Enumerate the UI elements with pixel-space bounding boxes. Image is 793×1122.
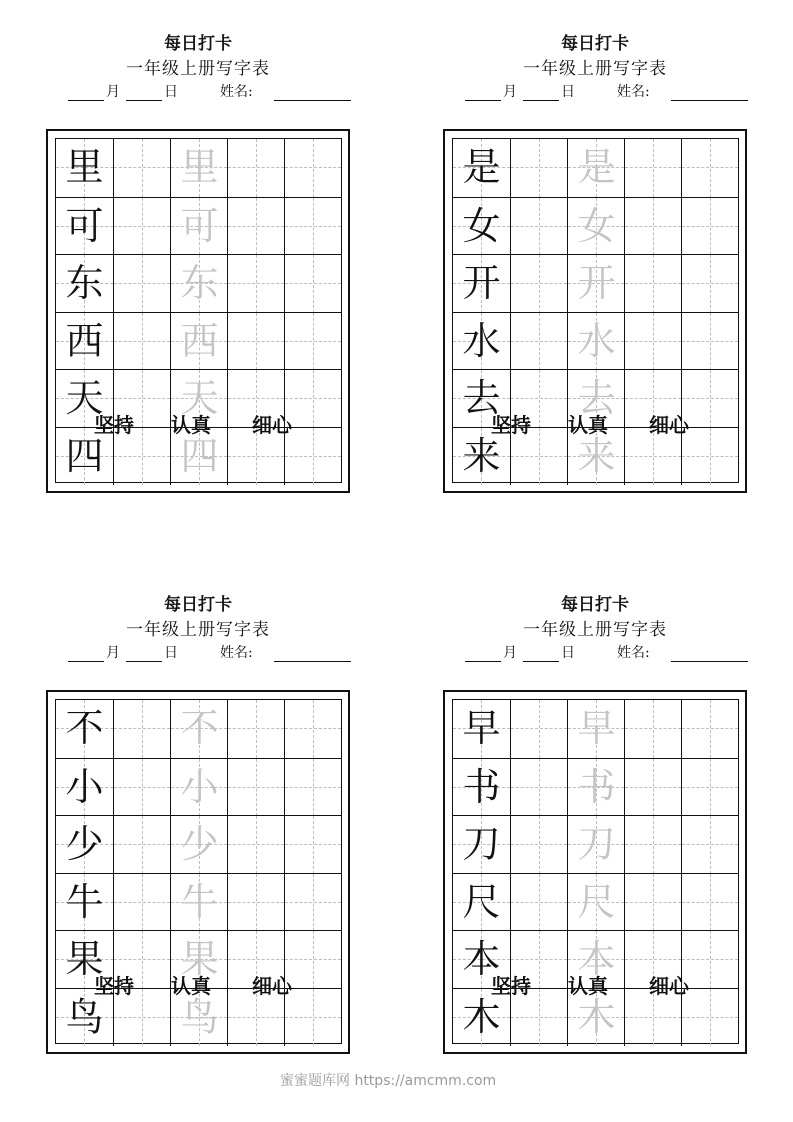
motto-word: 坚持 [491, 413, 531, 437]
guide-line-horizontal [285, 902, 341, 903]
model-character-cell [56, 759, 113, 817]
practice-sheet-3 [46, 594, 350, 1039]
model-character: 鸟 [65, 994, 104, 1039]
grid-row [56, 873, 341, 932]
guide-line-horizontal [114, 341, 170, 342]
sheet-title: 每日打卡 [561, 34, 629, 54]
practice-cell[interactable] [510, 700, 567, 758]
trace-character: 少 [180, 822, 219, 866]
trace-character-cell [170, 759, 227, 817]
practice-cell[interactable] [284, 816, 341, 874]
guide-line-horizontal [114, 959, 170, 960]
trace-character: 女 [577, 203, 616, 248]
guide-line-horizontal [228, 902, 284, 903]
model-character-cell [453, 255, 510, 313]
guide-line-horizontal [511, 226, 567, 227]
guide-line-horizontal [285, 959, 341, 960]
guide-line-horizontal [682, 283, 738, 284]
trace-character-cell [567, 816, 624, 874]
trace-character: 小 [180, 764, 219, 809]
guide-line-horizontal [511, 844, 567, 845]
guide-line-horizontal [625, 167, 681, 168]
guide-line-horizontal [682, 226, 738, 227]
day-blank[interactable] [126, 661, 162, 662]
guide-line-horizontal [682, 844, 738, 845]
name-label: 姓名: [220, 84, 253, 100]
guide-line-horizontal [285, 167, 341, 168]
name-blank[interactable] [274, 100, 351, 101]
month-blank[interactable] [465, 661, 501, 662]
guide-line-horizontal [682, 398, 738, 399]
practice-cell[interactable] [681, 139, 738, 197]
name-label: 姓名: [617, 645, 650, 661]
model-character-cell [453, 313, 510, 371]
day-label: 日 [164, 645, 178, 661]
motto-line [46, 970, 350, 1000]
trace-character-cell [567, 255, 624, 313]
guide-line-horizontal [682, 902, 738, 903]
model-character: 里 [65, 145, 104, 189]
practice-cell[interactable] [510, 816, 567, 874]
guide-line-horizontal [511, 902, 567, 903]
guide-line-horizontal [285, 341, 341, 342]
sheet-subtitle: 一年级上册写字表 [126, 620, 270, 640]
watermark: 蜜蜜题库网 https://amcmm.com [280, 1073, 497, 1089]
practice-cell[interactable] [227, 874, 284, 932]
trace-character: 早 [577, 706, 616, 750]
practice-cell[interactable] [681, 700, 738, 758]
trace-character-cell [567, 198, 624, 256]
date-name-line [443, 644, 747, 668]
practice-cell[interactable] [227, 313, 284, 371]
practice-cell[interactable] [624, 816, 681, 874]
trace-character: 不 [180, 706, 219, 750]
trace-character: 里 [180, 145, 219, 189]
practice-cell[interactable] [227, 816, 284, 874]
trace-character-cell [170, 816, 227, 874]
trace-character: 尺 [577, 879, 616, 924]
month-blank[interactable] [68, 661, 104, 662]
practice-cell[interactable] [227, 759, 284, 817]
trace-character-cell [567, 700, 624, 758]
trace-character: 去 [577, 376, 616, 420]
model-character: 四 [65, 433, 104, 478]
model-character: 木 [462, 994, 501, 1039]
model-character-cell [56, 198, 113, 256]
day-label: 日 [164, 84, 178, 100]
guide-line-horizontal [114, 787, 170, 788]
practice-cell[interactable] [624, 874, 681, 932]
trace-character-cell [170, 874, 227, 932]
guide-line-horizontal [285, 283, 341, 284]
name-blank[interactable] [671, 100, 748, 101]
guide-line-horizontal [114, 167, 170, 168]
motto-word: 细心 [649, 413, 689, 437]
trace-character: 是 [577, 145, 616, 189]
practice-cell[interactable] [284, 759, 341, 817]
model-character-cell [453, 139, 510, 197]
month-label: 月 [106, 645, 120, 661]
practice-sheet-1 [46, 33, 350, 478]
guide-line-horizontal [228, 398, 284, 399]
trace-character: 刀 [577, 822, 616, 866]
grid-row [56, 254, 341, 313]
grid-row [56, 758, 341, 817]
practice-cell[interactable] [113, 700, 170, 758]
model-character-cell [453, 874, 510, 932]
day-blank[interactable] [523, 661, 559, 662]
model-character-cell [453, 816, 510, 874]
month-label: 月 [106, 84, 120, 100]
model-character-cell [56, 139, 113, 197]
grid-row [56, 700, 341, 758]
trace-character: 开 [577, 261, 616, 305]
guide-line-horizontal [228, 283, 284, 284]
grid-row [453, 197, 738, 256]
grid-row [56, 312, 341, 371]
motto-word: 坚持 [491, 974, 531, 998]
motto-word: 认真 [568, 974, 608, 998]
sheet-title: 每日打卡 [164, 34, 232, 54]
grid-row [453, 873, 738, 932]
motto-word: 细心 [649, 974, 689, 998]
date-name-line [46, 83, 350, 107]
grid-row [453, 254, 738, 313]
guide-line-horizontal [625, 226, 681, 227]
guide-line-horizontal [228, 226, 284, 227]
model-character: 是 [462, 145, 501, 189]
motto-word: 认真 [568, 413, 608, 437]
month-label: 月 [503, 645, 517, 661]
model-character: 水 [462, 318, 501, 363]
guide-line-horizontal [511, 341, 567, 342]
practice-sheet-4 [443, 594, 747, 1039]
name-label: 姓名: [220, 645, 253, 661]
practice-cell[interactable] [113, 255, 170, 313]
model-character: 女 [462, 203, 501, 248]
guide-line-horizontal [625, 787, 681, 788]
guide-line-horizontal [625, 728, 681, 729]
grid-row [56, 197, 341, 256]
practice-cell[interactable] [624, 700, 681, 758]
trace-character: 书 [577, 764, 616, 809]
practice-cell[interactable] [681, 198, 738, 256]
practice-cell[interactable] [113, 816, 170, 874]
name-blank[interactable] [274, 661, 351, 662]
guide-line-horizontal [511, 959, 567, 960]
trace-character-cell [170, 198, 227, 256]
practice-cell[interactable] [624, 313, 681, 371]
day-blank[interactable] [126, 100, 162, 101]
practice-cell[interactable] [227, 255, 284, 313]
trace-character: 水 [577, 318, 616, 363]
practice-cell[interactable] [510, 874, 567, 932]
model-character-cell [453, 700, 510, 758]
trace-character: 天 [180, 376, 219, 420]
motto-line [443, 409, 747, 439]
model-character: 果 [65, 937, 104, 981]
guide-line-horizontal [511, 456, 567, 457]
trace-character: 东 [180, 261, 219, 305]
day-blank[interactable] [523, 100, 559, 101]
practice-cell[interactable] [681, 759, 738, 817]
guide-line-horizontal [285, 844, 341, 845]
guide-line-horizontal [228, 341, 284, 342]
trace-character: 本 [577, 937, 616, 981]
practice-cell[interactable] [624, 255, 681, 313]
guide-line-horizontal [625, 844, 681, 845]
practice-cell[interactable] [624, 759, 681, 817]
practice-cell[interactable] [113, 198, 170, 256]
practice-cell[interactable] [113, 874, 170, 932]
model-character: 开 [462, 261, 501, 305]
practice-cell[interactable] [284, 874, 341, 932]
practice-cell[interactable] [284, 198, 341, 256]
guide-line-horizontal [511, 787, 567, 788]
sheet-title: 每日打卡 [561, 595, 629, 615]
guide-line-horizontal [625, 902, 681, 903]
guide-line-horizontal [511, 283, 567, 284]
guide-line-horizontal [285, 456, 341, 457]
guide-line-horizontal [682, 456, 738, 457]
guide-line-horizontal [228, 728, 284, 729]
motto-word: 坚持 [94, 974, 134, 998]
guide-line-horizontal [114, 226, 170, 227]
guide-line-horizontal [511, 1017, 567, 1018]
month-blank[interactable] [465, 100, 501, 101]
guide-line-horizontal [511, 167, 567, 168]
grid-row [453, 139, 738, 197]
practice-cell[interactable] [681, 874, 738, 932]
practice-cell[interactable] [227, 139, 284, 197]
model-character: 少 [65, 822, 104, 866]
practice-cell[interactable] [510, 255, 567, 313]
practice-sheet-2 [443, 33, 747, 478]
guide-line-horizontal [114, 728, 170, 729]
guide-line-horizontal [114, 456, 170, 457]
practice-cell[interactable] [624, 139, 681, 197]
model-character: 天 [65, 376, 104, 420]
practice-cell[interactable] [681, 255, 738, 313]
name-blank[interactable] [671, 661, 748, 662]
motto-line [443, 970, 747, 1000]
trace-character: 可 [180, 203, 219, 248]
trace-character: 果 [180, 937, 219, 981]
guide-line-horizontal [682, 167, 738, 168]
trace-character-cell [170, 139, 227, 197]
model-character-cell [56, 816, 113, 874]
guide-line-horizontal [625, 283, 681, 284]
trace-character-cell [567, 874, 624, 932]
sheet-subtitle: 一年级上册写字表 [126, 59, 270, 79]
grid-row [56, 815, 341, 874]
guide-line-horizontal [625, 959, 681, 960]
trace-character-cell [170, 255, 227, 313]
guide-line-horizontal [285, 787, 341, 788]
month-label: 月 [503, 84, 517, 100]
guide-line-horizontal [114, 902, 170, 903]
guide-line-horizontal [228, 456, 284, 457]
grid-row [453, 758, 738, 817]
guide-line-horizontal [285, 728, 341, 729]
practice-cell[interactable] [510, 139, 567, 197]
guide-line-horizontal [625, 341, 681, 342]
guide-line-horizontal [228, 167, 284, 168]
model-character: 小 [65, 764, 104, 809]
practice-cell[interactable] [227, 198, 284, 256]
guide-line-horizontal [625, 398, 681, 399]
model-character-cell [56, 313, 113, 371]
guide-line-horizontal [285, 1017, 341, 1018]
practice-cell[interactable] [510, 759, 567, 817]
model-character: 牛 [65, 879, 104, 924]
month-blank[interactable] [68, 100, 104, 101]
practice-cell[interactable] [284, 255, 341, 313]
practice-cell[interactable] [624, 198, 681, 256]
model-character: 不 [65, 706, 104, 750]
guide-line-horizontal [228, 1017, 284, 1018]
guide-line-horizontal [682, 341, 738, 342]
model-character-cell [56, 255, 113, 313]
guide-line-horizontal [228, 959, 284, 960]
practice-cell[interactable] [113, 139, 170, 197]
sheet-subtitle: 一年级上册写字表 [523, 620, 667, 640]
motto-word: 细心 [252, 413, 292, 437]
practice-cell[interactable] [113, 759, 170, 817]
model-character-cell [453, 759, 510, 817]
guide-line-horizontal [285, 226, 341, 227]
model-character: 去 [462, 376, 501, 420]
model-character-cell [56, 874, 113, 932]
practice-cell[interactable] [284, 700, 341, 758]
model-character: 东 [65, 261, 104, 305]
model-character: 尺 [462, 879, 501, 924]
practice-cell[interactable] [510, 198, 567, 256]
grid-row [453, 312, 738, 371]
model-character: 西 [65, 318, 104, 363]
practice-cell[interactable] [681, 816, 738, 874]
date-name-line [46, 644, 350, 668]
grid-row [453, 815, 738, 874]
motto-word: 认真 [171, 413, 211, 437]
trace-character-cell [170, 700, 227, 758]
practice-cell[interactable] [681, 313, 738, 371]
model-character-cell [56, 700, 113, 758]
model-character-cell [453, 198, 510, 256]
trace-character: 西 [180, 318, 219, 363]
grid-row [56, 139, 341, 197]
guide-line-horizontal [682, 1017, 738, 1018]
name-label: 姓名: [617, 84, 650, 100]
date-name-line [443, 83, 747, 107]
guide-line-horizontal [228, 787, 284, 788]
practice-cell[interactable] [284, 313, 341, 371]
model-character: 可 [65, 203, 104, 248]
model-character: 刀 [462, 822, 501, 866]
guide-line-horizontal [625, 1017, 681, 1018]
guide-line-horizontal [114, 1017, 170, 1018]
guide-line-horizontal [114, 398, 170, 399]
trace-character-cell [567, 313, 624, 371]
practice-cell[interactable] [284, 139, 341, 197]
guide-line-horizontal [511, 728, 567, 729]
trace-character: 来 [577, 433, 616, 478]
guide-line-horizontal [682, 787, 738, 788]
day-label: 日 [561, 84, 575, 100]
model-character: 本 [462, 937, 501, 981]
guide-line-horizontal [682, 728, 738, 729]
trace-character-cell [567, 139, 624, 197]
model-character: 书 [462, 764, 501, 809]
guide-line-horizontal [114, 283, 170, 284]
motto-word: 坚持 [94, 413, 134, 437]
motto-word: 细心 [252, 974, 292, 998]
trace-character-cell [567, 759, 624, 817]
guide-line-horizontal [511, 398, 567, 399]
trace-character-cell [170, 313, 227, 371]
guide-line-horizontal [625, 456, 681, 457]
model-character: 早 [462, 706, 501, 750]
trace-character: 鸟 [180, 994, 219, 1039]
guide-line-horizontal [682, 959, 738, 960]
motto-word: 认真 [171, 974, 211, 998]
trace-character: 木 [577, 994, 616, 1039]
day-label: 日 [561, 645, 575, 661]
practice-cell[interactable] [510, 313, 567, 371]
trace-character: 牛 [180, 879, 219, 924]
guide-line-horizontal [114, 844, 170, 845]
practice-cell[interactable] [113, 313, 170, 371]
trace-character: 四 [180, 433, 219, 478]
model-character: 来 [462, 433, 501, 478]
guide-line-horizontal [228, 844, 284, 845]
grid-row [453, 700, 738, 758]
sheet-title: 每日打卡 [164, 595, 232, 615]
motto-line [46, 409, 350, 439]
guide-line-horizontal [285, 398, 341, 399]
practice-cell[interactable] [227, 700, 284, 758]
sheet-subtitle: 一年级上册写字表 [523, 59, 667, 79]
